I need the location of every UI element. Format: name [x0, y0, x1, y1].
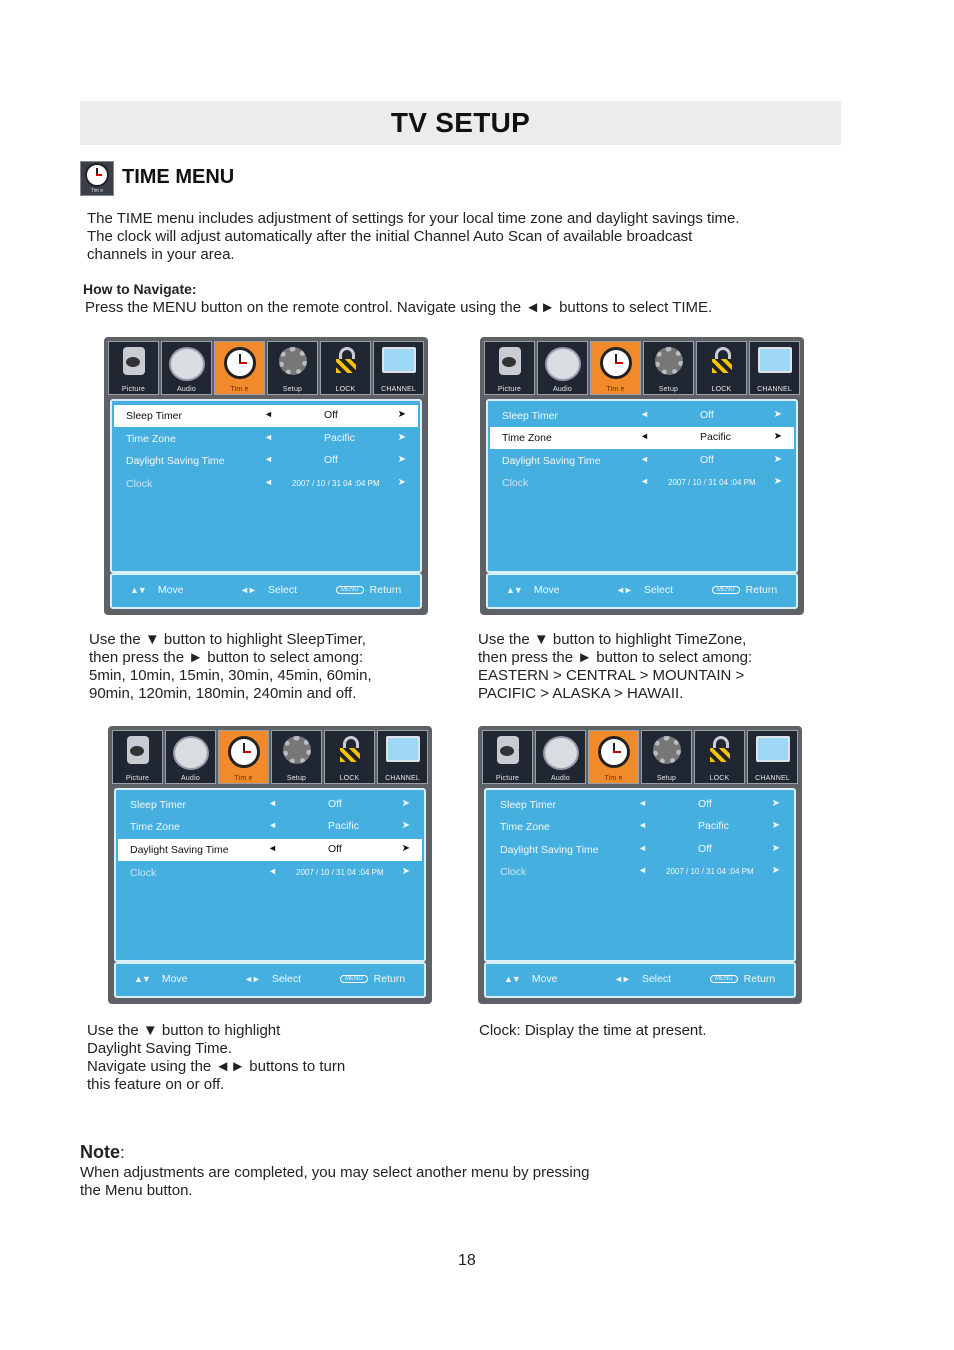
- tv-menu-screen-clock: [478, 726, 802, 1004]
- caption-time-zone: Use the ▼ button to highlight TimeZone, then press the ► button to select among: EASTERN > CENTRAL > MOUNTAIN > PACIFIC > ALASKA > HAWAII.: [478, 631, 753, 702]
- tab-audio[interactable]: Audio: [537, 341, 588, 395]
- camera-icon: [127, 736, 149, 764]
- clock-icon: [224, 347, 256, 379]
- menu-row-daylight-saving[interactable]: Daylight Saving Time ◄ Off ➤: [502, 454, 782, 467]
- intro-line: channels in your area.: [87, 246, 235, 263]
- footer-move: ▲▼ Move: [134, 973, 188, 985]
- menu-panel: [110, 399, 422, 573]
- menu-row-clock[interactable]: Clock ◄ 2007 / 10 / 31 04 :04 PM ➤: [126, 477, 406, 490]
- gear-icon: [283, 736, 311, 764]
- menu-row-sleep-timer[interactable]: Sleep Timer ◄ Off ➤: [114, 405, 418, 427]
- menu-row-daylight-saving[interactable]: Daylight Saving Time ◄ Off ➤: [118, 839, 422, 861]
- menu-panel: [486, 399, 798, 573]
- clock-icon: [600, 347, 632, 379]
- camera-icon: [123, 347, 145, 375]
- tv-menu-screen-sleep-timer: [104, 337, 428, 615]
- tab-time[interactable]: Tim e: [214, 341, 265, 395]
- tab-lock[interactable]: LOCK: [324, 730, 375, 784]
- intro-line: The TIME menu includes adjustment of settings for your local time zone and daylight savings time.: [87, 210, 740, 227]
- clock-icon: [228, 736, 260, 768]
- menu-row-sleep-timer[interactable]: Sleep Timer ◄ Off ➤: [500, 798, 780, 811]
- tab-picture[interactable]: Picture: [108, 341, 159, 395]
- intro-paragraph: [87, 210, 740, 264]
- tab-time[interactable]: Tim e: [590, 341, 641, 395]
- menu-row-clock[interactable]: Clock ◄ 2007 / 10 / 31 04 :04 PM ➤: [502, 476, 782, 489]
- camera-icon: [497, 736, 519, 764]
- menu-row-daylight-saving[interactable]: Daylight Saving Time ◄ Off ➤: [500, 843, 780, 856]
- section-title: TIME MENU: [122, 166, 235, 188]
- tv-menu-screen-daylight-saving: [108, 726, 432, 1004]
- menu-row-daylight-saving[interactable]: Daylight Saving Time ◄ Off ➤: [126, 454, 406, 467]
- page-banner: [80, 101, 841, 145]
- note-text: When adjustments are completed, you may select another menu by pressing the Menu button.: [80, 1164, 590, 1199]
- footer-return: MENU Return: [336, 584, 401, 596]
- tab-time[interactable]: Tim e: [588, 730, 639, 784]
- footer-select: ◄► Select: [616, 584, 674, 596]
- menu-icon-bar: [484, 341, 800, 395]
- menu-row-sleep-timer[interactable]: Sleep Timer ◄ Off ➤: [502, 409, 782, 422]
- tab-picture[interactable]: Picture: [112, 730, 163, 784]
- howto-text: Press the MENU button on the remote control. Navigate using the ◄► buttons to select TIME.: [85, 299, 713, 316]
- gear-icon: [655, 347, 683, 375]
- footer-select: ◄► Select: [614, 973, 672, 985]
- footer-move: ▲▼ Move: [504, 973, 558, 985]
- page-title: TV SETUP: [390, 107, 531, 138]
- clock-icon: [85, 163, 109, 187]
- tab-audio[interactable]: Audio: [165, 730, 216, 784]
- menu-row-sleep-timer[interactable]: Sleep Timer ◄ Off ➤: [130, 798, 410, 811]
- menu-row-clock[interactable]: Clock ◄ 2007 / 10 / 31 04 :04 PM ➤: [130, 866, 410, 879]
- lock-icon: [340, 736, 360, 762]
- tab-lock[interactable]: LOCK: [694, 730, 745, 784]
- menu-icon-bar: [482, 730, 798, 784]
- speaker-icon: [173, 736, 209, 770]
- tab-audio[interactable]: Audio: [535, 730, 586, 784]
- menu-row-time-zone[interactable]: Time Zone ◄ Pacific ➤: [490, 427, 794, 449]
- lock-icon: [710, 736, 730, 762]
- gear-icon: [279, 347, 307, 375]
- menu-row-time-zone[interactable]: Time Zone ◄ Pacific ➤: [130, 820, 410, 833]
- caption-daylight-saving: Use the ▼ button to highlight Daylight Saving Time. Navigate using the ◄► buttons to turn this feature on or off.: [87, 1022, 346, 1093]
- footer-return: MENU Return: [710, 973, 775, 985]
- footer-select: ◄► Select: [244, 973, 302, 985]
- speaker-icon: [543, 736, 579, 770]
- tab-audio[interactable]: Audio: [161, 341, 212, 395]
- footer-move: ▲▼ Move: [506, 584, 560, 596]
- tv-icon: [382, 347, 416, 373]
- page-number: 18: [458, 1252, 476, 1269]
- tab-channel[interactable]: CHANNEL: [747, 730, 798, 784]
- caption-clock: Clock: Display the time at present.: [479, 1022, 707, 1039]
- menu-row-clock[interactable]: Clock ◄ 2007 / 10 / 31 04 :04 PM ➤: [500, 865, 780, 878]
- footer-return: MENU Return: [712, 584, 777, 596]
- tab-picture[interactable]: Picture: [482, 730, 533, 784]
- tab-channel[interactable]: CHANNEL: [377, 730, 428, 784]
- lock-icon: [336, 347, 356, 373]
- speaker-icon: [169, 347, 205, 381]
- tab-setup[interactable]: Setup: [267, 341, 318, 395]
- intro-line: The clock will adjust automatically after the initial Channel Auto Scan of available broadcast: [87, 228, 693, 245]
- menu-row-time-zone[interactable]: Time Zone ◄ Pacific ➤: [126, 432, 406, 445]
- howto-title: How to Navigate:: [83, 281, 197, 297]
- gear-icon: [653, 736, 681, 764]
- footer-return: MENU Return: [340, 973, 405, 985]
- tv-menu-screen-time-zone: [480, 337, 804, 615]
- time-menu-icon-label: Tim e: [90, 188, 104, 194]
- menu-icon-bar: [112, 730, 428, 784]
- footer-select: ◄► Select: [240, 584, 298, 596]
- menu-footer: [110, 573, 422, 609]
- tab-channel[interactable]: CHANNEL: [373, 341, 424, 395]
- tv-icon: [758, 347, 792, 373]
- time-menu-icon: [80, 161, 114, 196]
- footer-move: ▲▼ Move: [130, 584, 184, 596]
- tab-channel[interactable]: CHANNEL: [749, 341, 800, 395]
- clock-icon: [598, 736, 630, 768]
- tab-picture[interactable]: Picture: [484, 341, 535, 395]
- lock-icon: [712, 347, 732, 373]
- menu-footer: [484, 962, 796, 998]
- menu-row-time-zone[interactable]: Time Zone ◄ Pacific ➤: [500, 820, 780, 833]
- menu-icon-bar: [108, 341, 424, 395]
- camera-icon: [499, 347, 521, 375]
- speaker-icon: [545, 347, 581, 381]
- tab-lock[interactable]: LOCK: [320, 341, 371, 395]
- tv-icon: [386, 736, 420, 762]
- tab-setup[interactable]: Setup: [641, 730, 692, 784]
- note-heading: Note:: [80, 1142, 125, 1162]
- menu-panel: [484, 788, 796, 962]
- tab-setup[interactable]: Setup: [643, 341, 694, 395]
- tab-setup[interactable]: Setup: [271, 730, 322, 784]
- menu-panel: [114, 788, 426, 962]
- menu-footer: [486, 573, 798, 609]
- menu-footer: [114, 962, 426, 998]
- tab-lock[interactable]: LOCK: [696, 341, 747, 395]
- tv-icon: [756, 736, 790, 762]
- caption-sleep-timer: Use the ▼ button to highlight SleepTimer, then press the ► button to select among: 5min, 10min, 15min, 30min, 45min, 60min, 90min, 120min, 180min, 240min and off.: [89, 631, 372, 702]
- tab-time[interactable]: Tim e: [218, 730, 269, 784]
